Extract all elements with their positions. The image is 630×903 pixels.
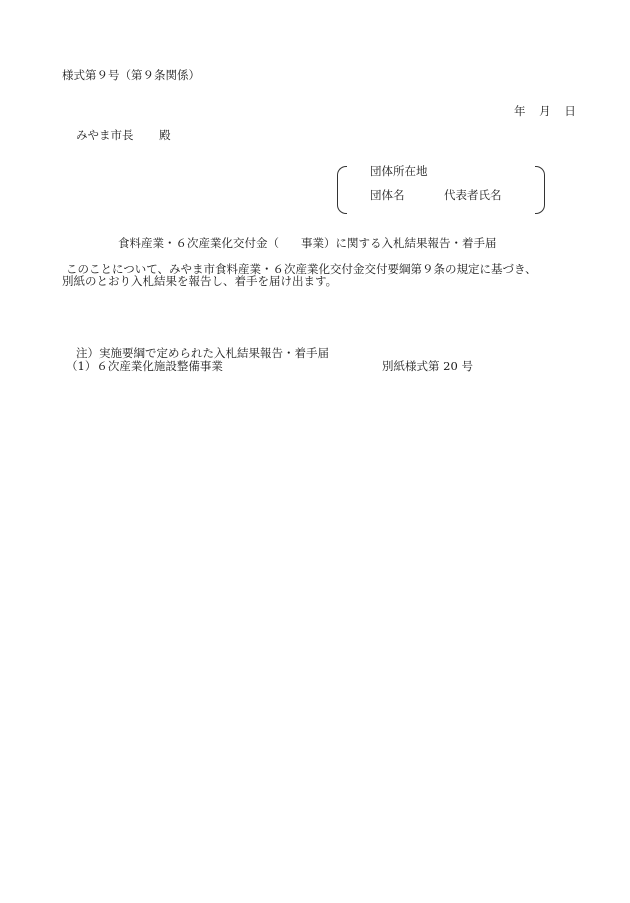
note-item-form: 別紙様式第 20 号: [382, 359, 473, 373]
date-day: 日: [564, 104, 576, 118]
body-text-line-1: このことについて、みやま市食料産業・６次産業化交付金交付要綱第９条の規定に基づき、: [66, 262, 537, 276]
body-text-line-2: 別紙のとおり入札結果を報告し、着手を届け出ます。: [62, 274, 338, 288]
date-month: 月: [539, 104, 551, 118]
date-line: [514, 103, 576, 119]
org-name-label: 団体名: [370, 188, 405, 202]
applicant-box: [337, 166, 545, 214]
addressee-honorific: 殿: [159, 128, 171, 142]
addressee-name: みやま市長: [76, 128, 134, 142]
right-bracket: [535, 166, 545, 214]
document-title: [118, 235, 497, 251]
title-suffix: 事業）に関する入札結果報告・着手届: [301, 236, 497, 250]
note-item-label: （1）６次産業化施設整備事業: [66, 359, 223, 373]
left-bracket: [337, 166, 347, 214]
date-year: 年: [514, 104, 526, 118]
form-number: 様式第９号（第９条関係）: [62, 68, 200, 82]
note-heading: 注）実施要綱で定められた入札結果報告・着手届: [76, 346, 329, 360]
representative-label: 代表者氏名: [444, 188, 502, 202]
addressee: [76, 127, 171, 143]
title-prefix: 食料産業・６次産業化交付金（: [118, 236, 279, 250]
org-address-label: 団体所在地: [370, 164, 428, 178]
